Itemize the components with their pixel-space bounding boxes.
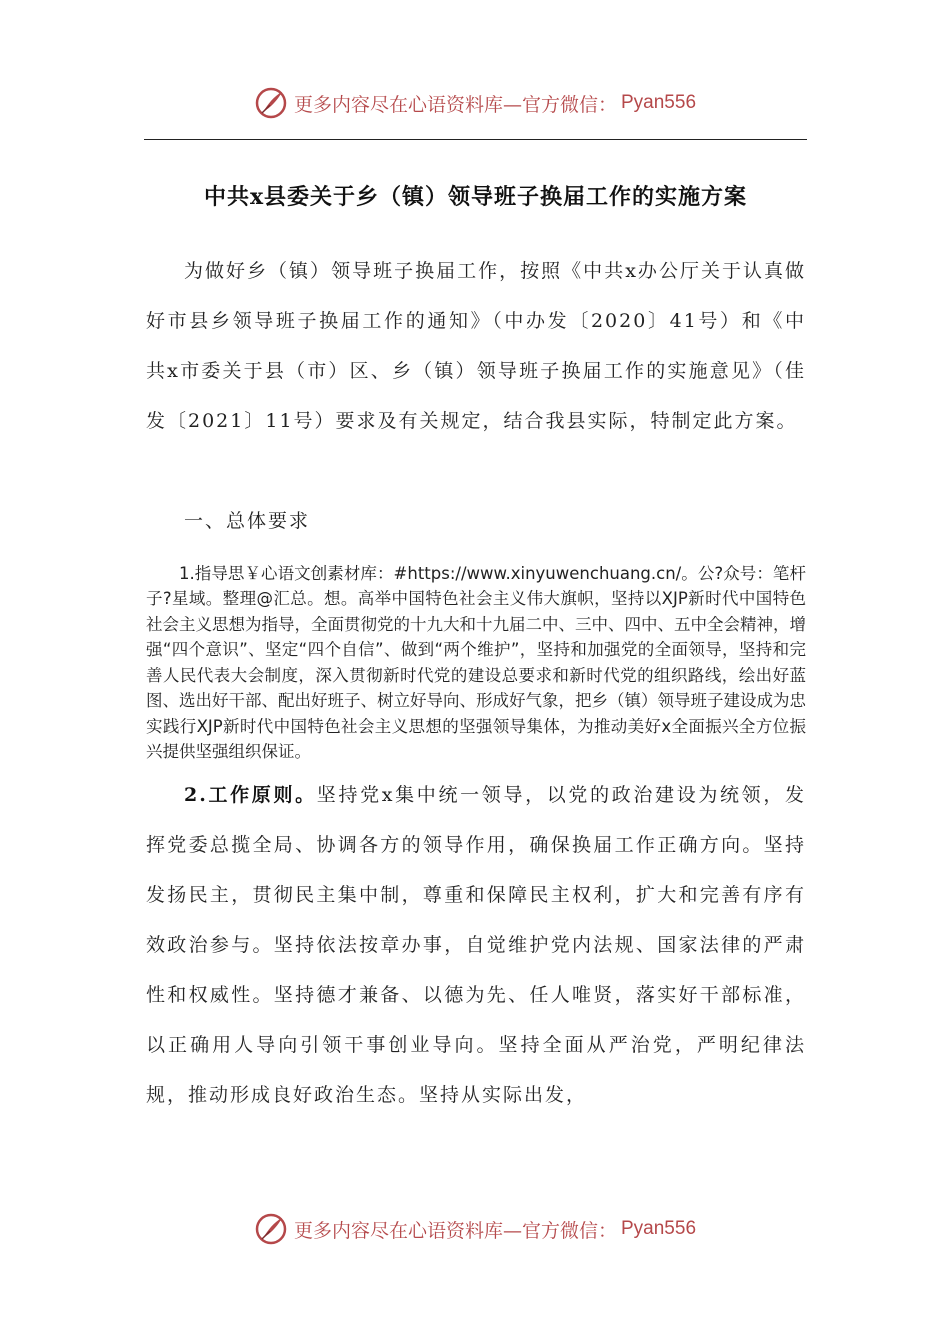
header-watermark-banner <box>0 86 950 120</box>
banner-text: 更多内容尽在心语资料库 <box>293 93 503 116</box>
feather-logo-icon <box>254 1212 288 1246</box>
guiding-ideology-paragraph: 1.指导思￥心语文创素材库：#https://www.xinyuwenchuang.cn/。公?众号：笔杆子?星域。整理@汇总。想。高举中国特色社会主义伟大旗帜，坚持以XJP新时代中国特色社会主义思想为指导，全面贯彻党的十九大和十九届二中、三中、四中、五中全会精神，增强“四个意识”、坚定“四个自信”、做到“两个维护”，坚持和加强党的全面领导，坚持和完善人民代表大会制度，深入贯彻新时代党的建设总要求和新时代党的组织路线，绘出好蓝图、选出好干部、配出好班子、树立好导向、形成好气象，把乡（镇）领导班子建设成为忠实践行XJP新时代中国特色社会主义思想的坚强领导集体，为推动美好x全面振兴全方位振兴提供坚强组织保证。 <box>146 563 806 761</box>
header-divider <box>144 139 807 140</box>
work-principles-heading: 2.工作原则。 <box>184 784 317 806</box>
banner-wechat-id: Pyan556 <box>621 92 697 113</box>
banner-text: 更多内容尽在心语资料库 <box>293 1219 503 1242</box>
banner-wechat-label: —官方微信： <box>502 1219 617 1242</box>
banner-wechat-id: Pyan556 <box>621 1218 697 1239</box>
banner-wechat-label: —官方微信： <box>502 93 617 116</box>
intro-paragraph: 为做好乡（镇）领导班子换届工作，按照《中共x办公厅关于认真做好市县乡领导班子换届工作的通知》（中办发〔2020〕41号）和《中共x市委关于县（市）区、乡（镇）领导班子换届工作的实施意见》（佳发〔2021〕11号）要求及有关规定，结合我县实际，特制定此方案。 <box>146 260 806 432</box>
document-title: 中共x县委关于乡（镇）领导班子换届工作的实施方案 <box>203 184 748 210</box>
work-principles-paragraph <box>146 770 806 1120</box>
section-heading-general-requirements: 一、总体要求 <box>184 510 311 532</box>
feather-logo-icon <box>254 86 288 120</box>
work-principles-text: 坚持党x集中统一领导，以党的政治建设为统领，发挥党委总揽全局、协调各方的领导作用，确保换届工作正确方向。坚持发扬民主，贯彻民主集中制，尊重和保障民主权利，扩大和完善有序有效政治参与。坚持依法按章办事，自觉维护党内法规、国家法律的严肃性和权威性。坚持德才兼备、以德为先、任人唯贤，落实好干部标准，以正确用人导向引领干事创业导向。坚持全面从严治党，严明纪律法规，推动形成良好政治生态。坚持从实际出发， <box>146 784 807 1106</box>
footer-watermark-banner <box>0 1212 950 1246</box>
